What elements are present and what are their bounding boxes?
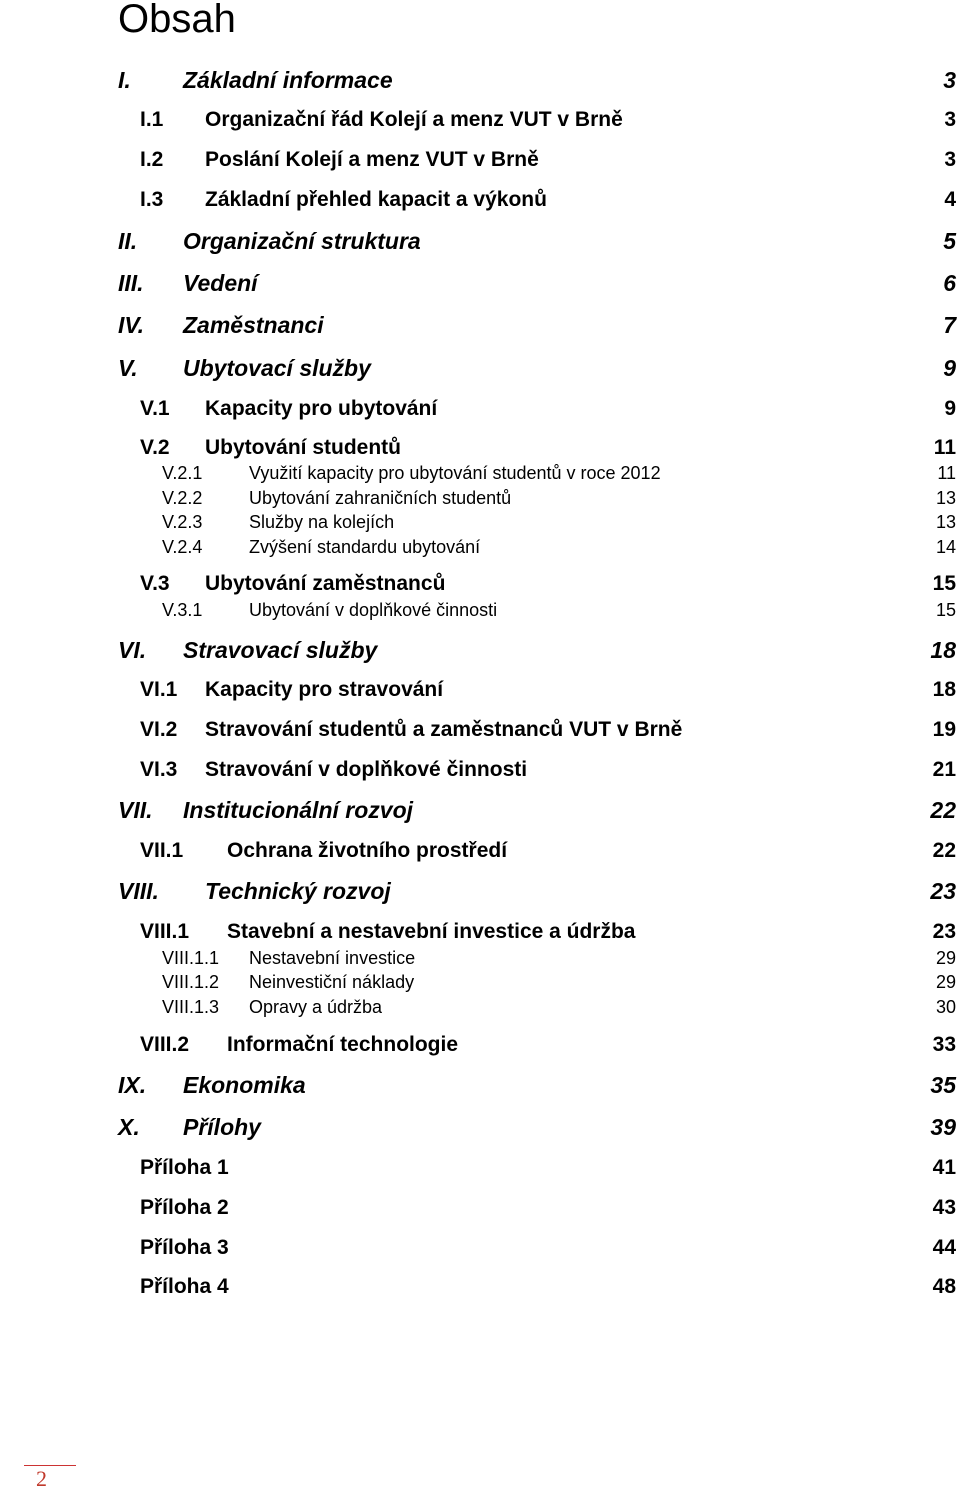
toc-entry-title: Ubytování zahraničních studentů [249, 488, 512, 508]
toc-entry-number: II. [118, 228, 138, 254]
toc-entry[interactable] [0, 1031, 960, 1059]
toc-entry-title: Nestavební investice [249, 948, 416, 968]
toc-entry[interactable] [0, 1194, 960, 1222]
toc-entry-number: VIII.1.1 [162, 948, 220, 968]
toc-entry-number: X. [118, 1114, 140, 1140]
toc-entry-page: 9 [944, 397, 956, 420]
toc-entry-page: 18 [930, 637, 956, 663]
toc-entry-number: VII. [118, 797, 153, 823]
toc-entry-page: 3 [943, 67, 956, 93]
toc-entry-page: 19 [932, 718, 956, 741]
toc-entry-title: Příloha 2 [140, 1196, 229, 1219]
toc-entry[interactable] [0, 459, 960, 487]
toc-entry[interactable] [0, 636, 960, 664]
toc-entry-number: VII.1 [140, 839, 184, 862]
toc-entry-title: Zvýšení standardu ubytování [249, 537, 481, 557]
toc-entry-number: V.1 [140, 397, 170, 420]
toc-entry-number: V.3.1 [162, 600, 203, 620]
toc-entry-number: VIII.1 [140, 920, 190, 943]
toc-entry[interactable] [0, 877, 960, 905]
toc-entry-title: Vedení [183, 270, 258, 296]
toc-entry-number: V.2.2 [162, 488, 203, 508]
toc-entry-title: Ubytování v doplňkové činnosti [249, 600, 498, 620]
toc-entry-title: Příloha 4 [140, 1275, 229, 1298]
toc-entry-title: Ubytování zaměstnanců [205, 572, 446, 595]
toc-entry-page: 30 [935, 997, 956, 1017]
toc-entry-page: 35 [930, 1072, 956, 1098]
toc-entry[interactable] [0, 533, 960, 561]
toc-entry-page: 21 [932, 758, 956, 781]
toc-entry[interactable] [0, 918, 960, 946]
toc-entry-number: VIII.1.3 [162, 997, 220, 1017]
toc-entry-title: Ubytovací služby [183, 355, 371, 381]
toc-entry-page: 5 [943, 228, 956, 254]
toc-entry-title: Institucionální rozvoj [183, 797, 414, 823]
toc-entry-title: Ekonomika [183, 1072, 306, 1098]
toc-entry-title: Stravovací služby [183, 637, 378, 663]
toc-entry-page: 44 [932, 1236, 956, 1259]
toc-entry[interactable] [0, 676, 960, 704]
toc-entry[interactable] [0, 434, 960, 462]
toc-entry-page: 3 [944, 148, 956, 171]
toc-entry-title: Ubytování studentů [205, 436, 402, 459]
toc-entry-page: 14 [935, 537, 956, 557]
toc-entry[interactable] [0, 1154, 960, 1182]
toc-entry-page: 13 [935, 488, 956, 508]
toc-entry-title: Přílohy [183, 1114, 261, 1140]
toc-entry-number: VI.2 [140, 718, 178, 741]
toc-entry[interactable] [0, 1273, 960, 1301]
toc-entry-number: I.3 [140, 188, 164, 211]
toc-entry-title: Stravování studentů a zaměstnanců VUT v Brně [205, 718, 683, 741]
toc-entry-number: VIII.1.2 [162, 972, 220, 992]
toc-entry-title: Kapacity pro stravování [205, 678, 444, 701]
toc-entry-number: V. [118, 355, 138, 381]
page-title: Obsah [118, 0, 236, 41]
toc-entry-number: V.2.3 [162, 512, 203, 532]
toc-entry-page: 23 [930, 878, 956, 904]
toc-entry-page: 33 [932, 1033, 956, 1056]
toc-entry[interactable] [0, 269, 960, 297]
toc-entry[interactable] [0, 596, 960, 624]
toc-entry-page: 15 [932, 572, 956, 595]
toc-entry-title: Stravování v doplňkové činnosti [205, 758, 528, 781]
toc-entry-number: VI. [118, 637, 147, 663]
toc-entry-page: 7 [943, 312, 956, 338]
toc-entry-page: 9 [943, 355, 956, 381]
toc-entry-title: Příloha 1 [140, 1156, 229, 1179]
toc-entry[interactable] [0, 146, 960, 174]
toc-entry[interactable] [0, 66, 960, 94]
toc-entry[interactable] [0, 106, 960, 134]
toc-entry-number: IV. [118, 312, 145, 338]
toc-entry[interactable] [0, 716, 960, 744]
toc-entry-title: Informační technologie [227, 1033, 459, 1056]
toc-entry-title: Stavební a nestavební investice a údržba [227, 920, 636, 943]
toc-entry-page: 3 [944, 108, 956, 131]
toc-entry-number: IX. [118, 1072, 147, 1098]
toc-entry-number: V.2.1 [162, 463, 203, 483]
toc-entry-number: VIII. [118, 878, 159, 904]
toc-entry-number: III. [118, 270, 144, 296]
toc-entry[interactable] [0, 993, 960, 1021]
toc-entry[interactable] [0, 837, 960, 865]
toc-entry[interactable] [0, 1071, 960, 1099]
footer-rule [24, 1465, 76, 1466]
footer-page-number: 2 [36, 1466, 47, 1491]
toc-entry-number: I.1 [140, 108, 164, 131]
toc-entry[interactable] [0, 508, 960, 536]
toc-entry-page: 11 [933, 436, 956, 459]
toc-entry-page: 39 [930, 1114, 956, 1140]
toc-entry-title: Technický rozvoj [205, 878, 391, 904]
toc-entry-page: 15 [935, 600, 956, 620]
toc-entry-title: Opravy a údržba [249, 997, 383, 1017]
toc-entry-title: Služby na kolejích [249, 512, 395, 532]
toc-entry-title: Neinvestiční náklady [249, 972, 415, 992]
toc-entry-title: Využití kapacity pro ubytování studentů v roce 2012 [249, 463, 661, 483]
toc-entry-page: 48 [932, 1275, 956, 1298]
toc-entry-title: Organizační řád Kolejí a menz VUT v Brně [205, 108, 623, 131]
toc-entry-page: 23 [932, 920, 956, 943]
toc-entry-title: Zaměstnanci [183, 312, 324, 338]
toc-entry[interactable] [0, 395, 960, 423]
toc-entry-title: Základní přehled kapacit a výkonů [205, 188, 547, 211]
toc-entry-page: 6 [943, 270, 956, 296]
toc-entry-number: VIII.2 [140, 1033, 190, 1056]
toc-entry-number: V.2 [140, 436, 170, 459]
toc-entry-number: VI.3 [140, 758, 178, 781]
toc-entry-title: Příloha 3 [140, 1236, 229, 1259]
toc-entry-page: 13 [935, 512, 956, 532]
toc-entry-number: I. [118, 67, 131, 93]
toc-entry-page: 43 [932, 1196, 956, 1219]
toc-entry[interactable] [0, 186, 960, 214]
toc-entry-page: 4 [944, 188, 956, 211]
toc-entry-page: 29 [935, 972, 956, 992]
toc-entry-number: VI.1 [140, 678, 178, 701]
toc-entry-title: Základní informace [183, 67, 393, 93]
toc-entry[interactable] [0, 796, 960, 824]
toc-entry[interactable] [0, 1113, 960, 1141]
toc-entry[interactable] [0, 1234, 960, 1262]
toc-entry-page: 29 [935, 948, 956, 968]
toc-entry-title: Organizační struktura [183, 228, 421, 254]
toc-entry[interactable] [0, 968, 960, 996]
toc-entry[interactable] [0, 570, 960, 598]
toc-entry-title: Kapacity pro ubytování [205, 397, 438, 420]
toc-entry-page: 41 [932, 1156, 956, 1179]
toc-entry-page: 11 [937, 463, 956, 483]
toc-entry-page: 22 [932, 839, 956, 862]
toc-entry-title: Ochrana životního prostředí [227, 839, 508, 862]
toc-entry[interactable] [0, 756, 960, 784]
toc-entry-number: V.3 [140, 572, 170, 595]
toc-entry-number: V.2.4 [162, 537, 203, 557]
toc-entry[interactable] [0, 311, 960, 339]
toc-entry[interactable] [0, 227, 960, 255]
toc-entry-title: Poslání Kolejí a menz VUT v Brně [205, 148, 539, 171]
toc-entry-page: 22 [930, 797, 956, 823]
toc-entry-page: 18 [932, 678, 956, 701]
toc-entry[interactable] [0, 354, 960, 382]
toc-entry-number: I.2 [140, 148, 164, 171]
